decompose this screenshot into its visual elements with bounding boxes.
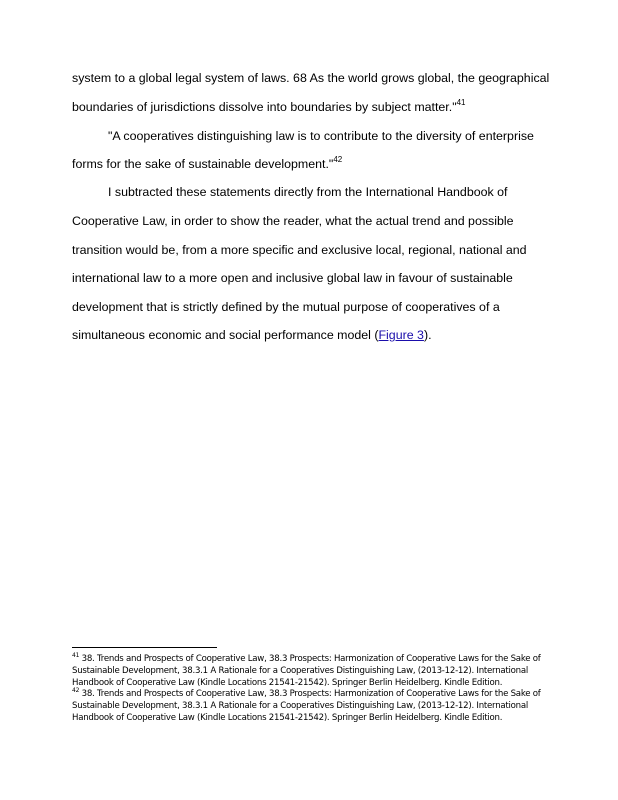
body-line-1: system to a global legal system of laws. 68 As the world grows global, the geographical: [72, 71, 550, 85]
body-line-10: [72, 327, 432, 343]
footnote-42-line-1: [72, 689, 541, 701]
body-line-2-text: boundaries of jurisdictions dissolve into boundaries by subject matter.": [72, 100, 457, 114]
figure-3-link[interactable]: Figure 3: [378, 328, 424, 342]
footnote-42-line-2: Sustainable Development, 38.3.1 A Rationale for a Cooperatives Distinguishing Law, (2013-12-12). International: [72, 701, 529, 711]
footnote-41-number: 41: [72, 652, 80, 660]
footnote-41-line-1: [72, 654, 541, 666]
body-line-5: I subtracted these statements directly from the International Handbook of: [108, 185, 508, 199]
body-line-8: international law to a more open and inclusive global law in favour of sustainable: [72, 271, 513, 285]
body-line-3: "A cooperatives distinguishing law is to contribute to the diversity of enterprise: [108, 129, 534, 143]
body-line-10-text: simultaneous economic and social performance model (: [72, 328, 379, 342]
footnote-41-line-2: Sustainable Development, 38.3.1 A Rationale for a Cooperatives Distinguishing Law, (2013-12-12). International: [72, 666, 529, 676]
body-line-9: development that is strictly defined by the mutual purpose of cooperatives of a: [72, 300, 500, 314]
footnote-ref-42[interactable]: 42: [333, 154, 343, 164]
body-line-7: transition would be, from a more specific and exclusive local, regional, national and: [72, 243, 527, 257]
footnote-42-line-3: Handbook of Cooperative Law (Kindle Locations 21541-21542). Springer Berlin Heidelberg. Kindle Edition.: [72, 713, 503, 723]
body-line-6: Cooperative Law, in order to show the reader, what the actual trend and possible: [72, 214, 514, 228]
footnote-41-line-3: Handbook of Cooperative Law (Kindle Locations 21541-21542). Springer Berlin Heidelberg. Kindle Edition.: [72, 678, 503, 688]
body-line-2: [72, 99, 466, 115]
footnote-41-text-1: 38. Trends and Prospects of Cooperative Law, 38.3 Prospects: Harmonization of Cooperative Laws for the Sake of: [79, 654, 541, 664]
footnote-42-number: 42: [72, 687, 80, 695]
body-line-10-end: ).: [423, 328, 432, 342]
body-line-4: [72, 156, 342, 172]
body-line-4-text: forms for the sake of sustainable development.": [72, 157, 334, 171]
footnote-42-text-1: 38. Trends and Prospects of Cooperative Law, 38.3 Prospects: Harmonization of Cooperative Laws for the Sake of: [79, 689, 541, 699]
footnote-separator: [72, 647, 217, 648]
footnote-ref-41[interactable]: 41: [456, 97, 466, 107]
